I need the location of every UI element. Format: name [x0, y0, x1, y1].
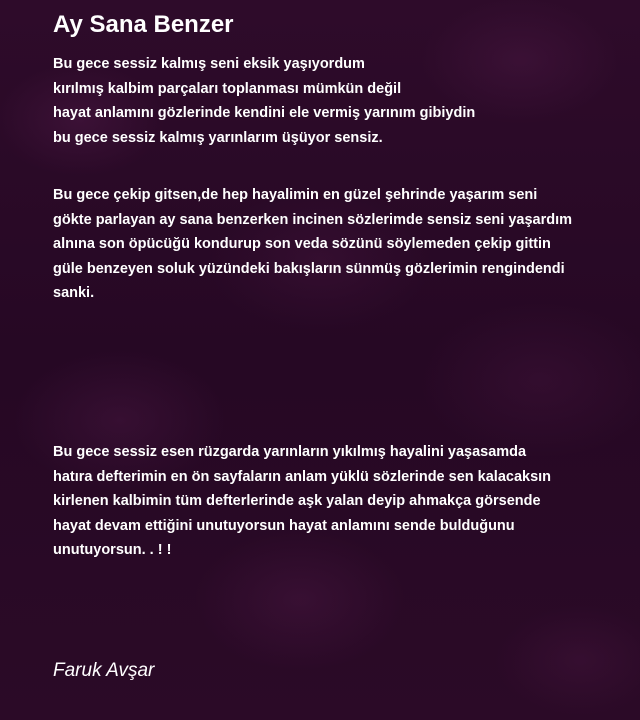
- poem-line: Bu gece sessiz kalmış seni eksik yaşıyordum: [53, 56, 365, 72]
- poem-line: hatıra defterimin en ön sayfaların anlam yüklü sözlerinde sen kalacaksın: [53, 468, 552, 485]
- poem-line: kırılmış kalbim parçaları toplanması mümkün değil: [53, 80, 402, 97]
- poem-line: hayat anlamını gözlerinde kendini ele vermiş yarınım gibiydin: [53, 105, 476, 121]
- poem-stanza-1: [53, 52, 475, 150]
- poem-line: bu gece sessiz kalmış yarınlarım üşüyor sensiz.: [53, 129, 383, 146]
- poem-line: kirlenen kalbimin tüm defterlerinde aşk yalan deyip ahmakça görsende: [53, 493, 541, 509]
- poem-stanza-3: [53, 440, 551, 563]
- poem-line: unutuyorsun. . ! !: [53, 542, 172, 558]
- poem-line: gökte parlayan ay sana benzerken incinen sözlerimde sensiz seni yaşardım: [53, 211, 572, 228]
- poem-line: sanki.: [53, 285, 95, 301]
- poem-title: Ay Sana Benzer: [53, 11, 234, 38]
- poem-line: Bu gece çekip gitsen,de hep hayalimin en güzel şehrinde yaşarım seni: [53, 187, 538, 203]
- poem-line: güle benzeyen soluk yüzündeki bakışların sünmüş gözlerimin rengindendi: [53, 260, 565, 277]
- poem-stanza-2: [53, 183, 572, 306]
- poem-author: Faruk Avşar: [53, 660, 155, 681]
- poem-line: Bu gece sessiz esen rüzgarda yarınların yıkılmış hayalini yaşasamda: [53, 444, 527, 460]
- poem-line: alnına son öpücüğü kondurup son veda sözünü söylemeden çekip gittin: [53, 236, 551, 252]
- poem-line: hayat devam ettiğini unutuyorsun hayat anlamını sende bulduğunu: [53, 517, 515, 534]
